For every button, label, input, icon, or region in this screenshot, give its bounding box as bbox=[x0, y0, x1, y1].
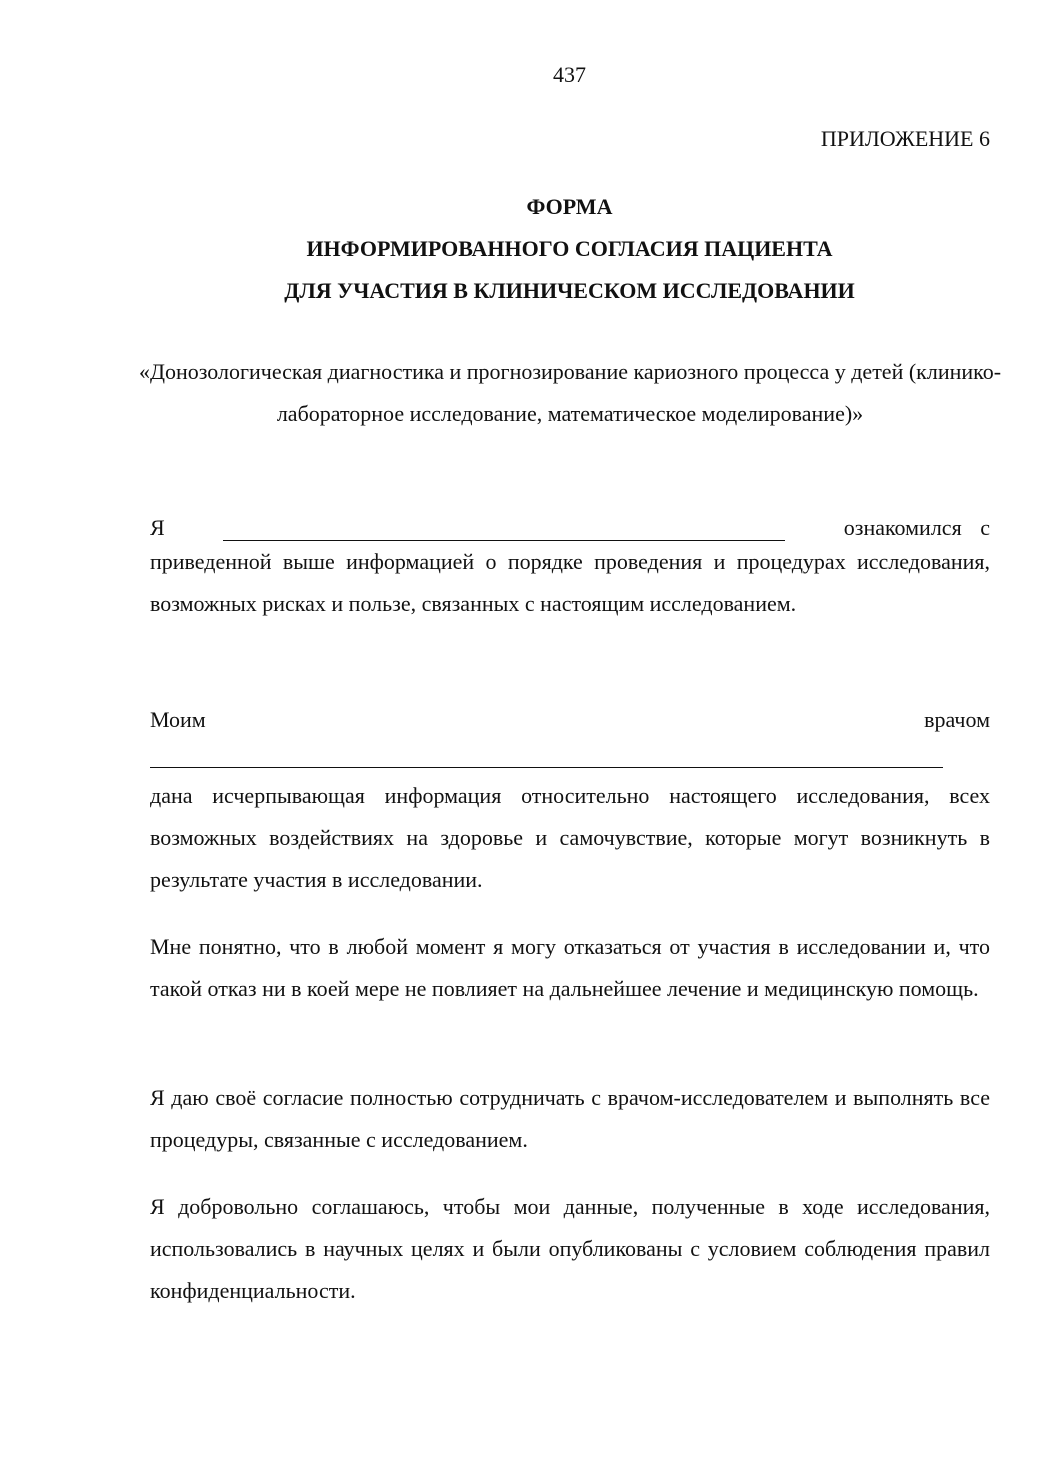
patient-name-blank[interactable] bbox=[223, 516, 785, 541]
title-line-2: ИНФОРМИРОВАННОГО СОГЛАСИЯ ПАЦИЕНТА bbox=[306, 236, 833, 261]
page-number: 437 bbox=[553, 62, 586, 87]
paragraph-3-text: Мне понятно, что в любой момент я могу отказаться от участия в исследовании и, что такой отказ ни в коей мере не повлияет на дальнейшее лечение и медицинскую помощь. bbox=[150, 934, 990, 1001]
word-i: Я bbox=[150, 515, 165, 540]
doctor-blank-row bbox=[150, 733, 990, 775]
word-acquainted: ознакомился bbox=[843, 515, 962, 540]
doctor-name-blank[interactable] bbox=[150, 743, 943, 768]
appendix-label: ПРИЛОЖЕНИЕ 6 bbox=[820, 126, 990, 151]
consent-paragraph-1 bbox=[150, 499, 990, 625]
name-line-row bbox=[150, 499, 990, 541]
paragraph-1-text: приведенной выше информацией о порядке проведения и процедурах исследования, возможных рисках и пользе, связанных с настоящим исследованием. bbox=[150, 549, 990, 616]
word-doctor: врачом bbox=[924, 707, 990, 732]
consent-paragraph-4 bbox=[150, 1077, 990, 1161]
consent-paragraph-2 bbox=[150, 691, 990, 901]
title-line-1: ФОРМА bbox=[526, 194, 613, 219]
consent-paragraph-3 bbox=[150, 926, 990, 1010]
word-with: с bbox=[980, 515, 990, 540]
title-line-3: ДЛЯ УЧАСТИЯ В КЛИНИЧЕСКОМ ИССЛЕДОВАНИИ bbox=[284, 278, 855, 303]
consent-paragraph-5 bbox=[150, 1186, 990, 1312]
paragraph-5-text: Я добровольно соглашаюсь, чтобы мои данные, полученные в ходе исследования, использовались в научных целях и были опубликованы с условием соблюдения правил конфиденциальности. bbox=[150, 1194, 990, 1303]
study-title: «Донозологическая диагностика и прогнозирование кариозного процесса у детей (клинико-лабораторное исследование, математическое моделирование)» bbox=[138, 359, 1002, 426]
paragraph-4-text: Я даю своё согласие полностью сотрудничать с врачом-исследователем и выполнять все процедуры, связанные с исследованием. bbox=[150, 1085, 990, 1152]
doctor-line-row bbox=[150, 691, 990, 733]
document-title bbox=[0, 186, 1039, 312]
paragraph-2-text: дана исчерпывающая информация относительно настоящего исследования, всех возможных воздействиях на здоровье и самочувствие, которые могут возникнуть в результате участия в исследовании. bbox=[150, 783, 990, 892]
word-my: Моим bbox=[150, 707, 206, 732]
